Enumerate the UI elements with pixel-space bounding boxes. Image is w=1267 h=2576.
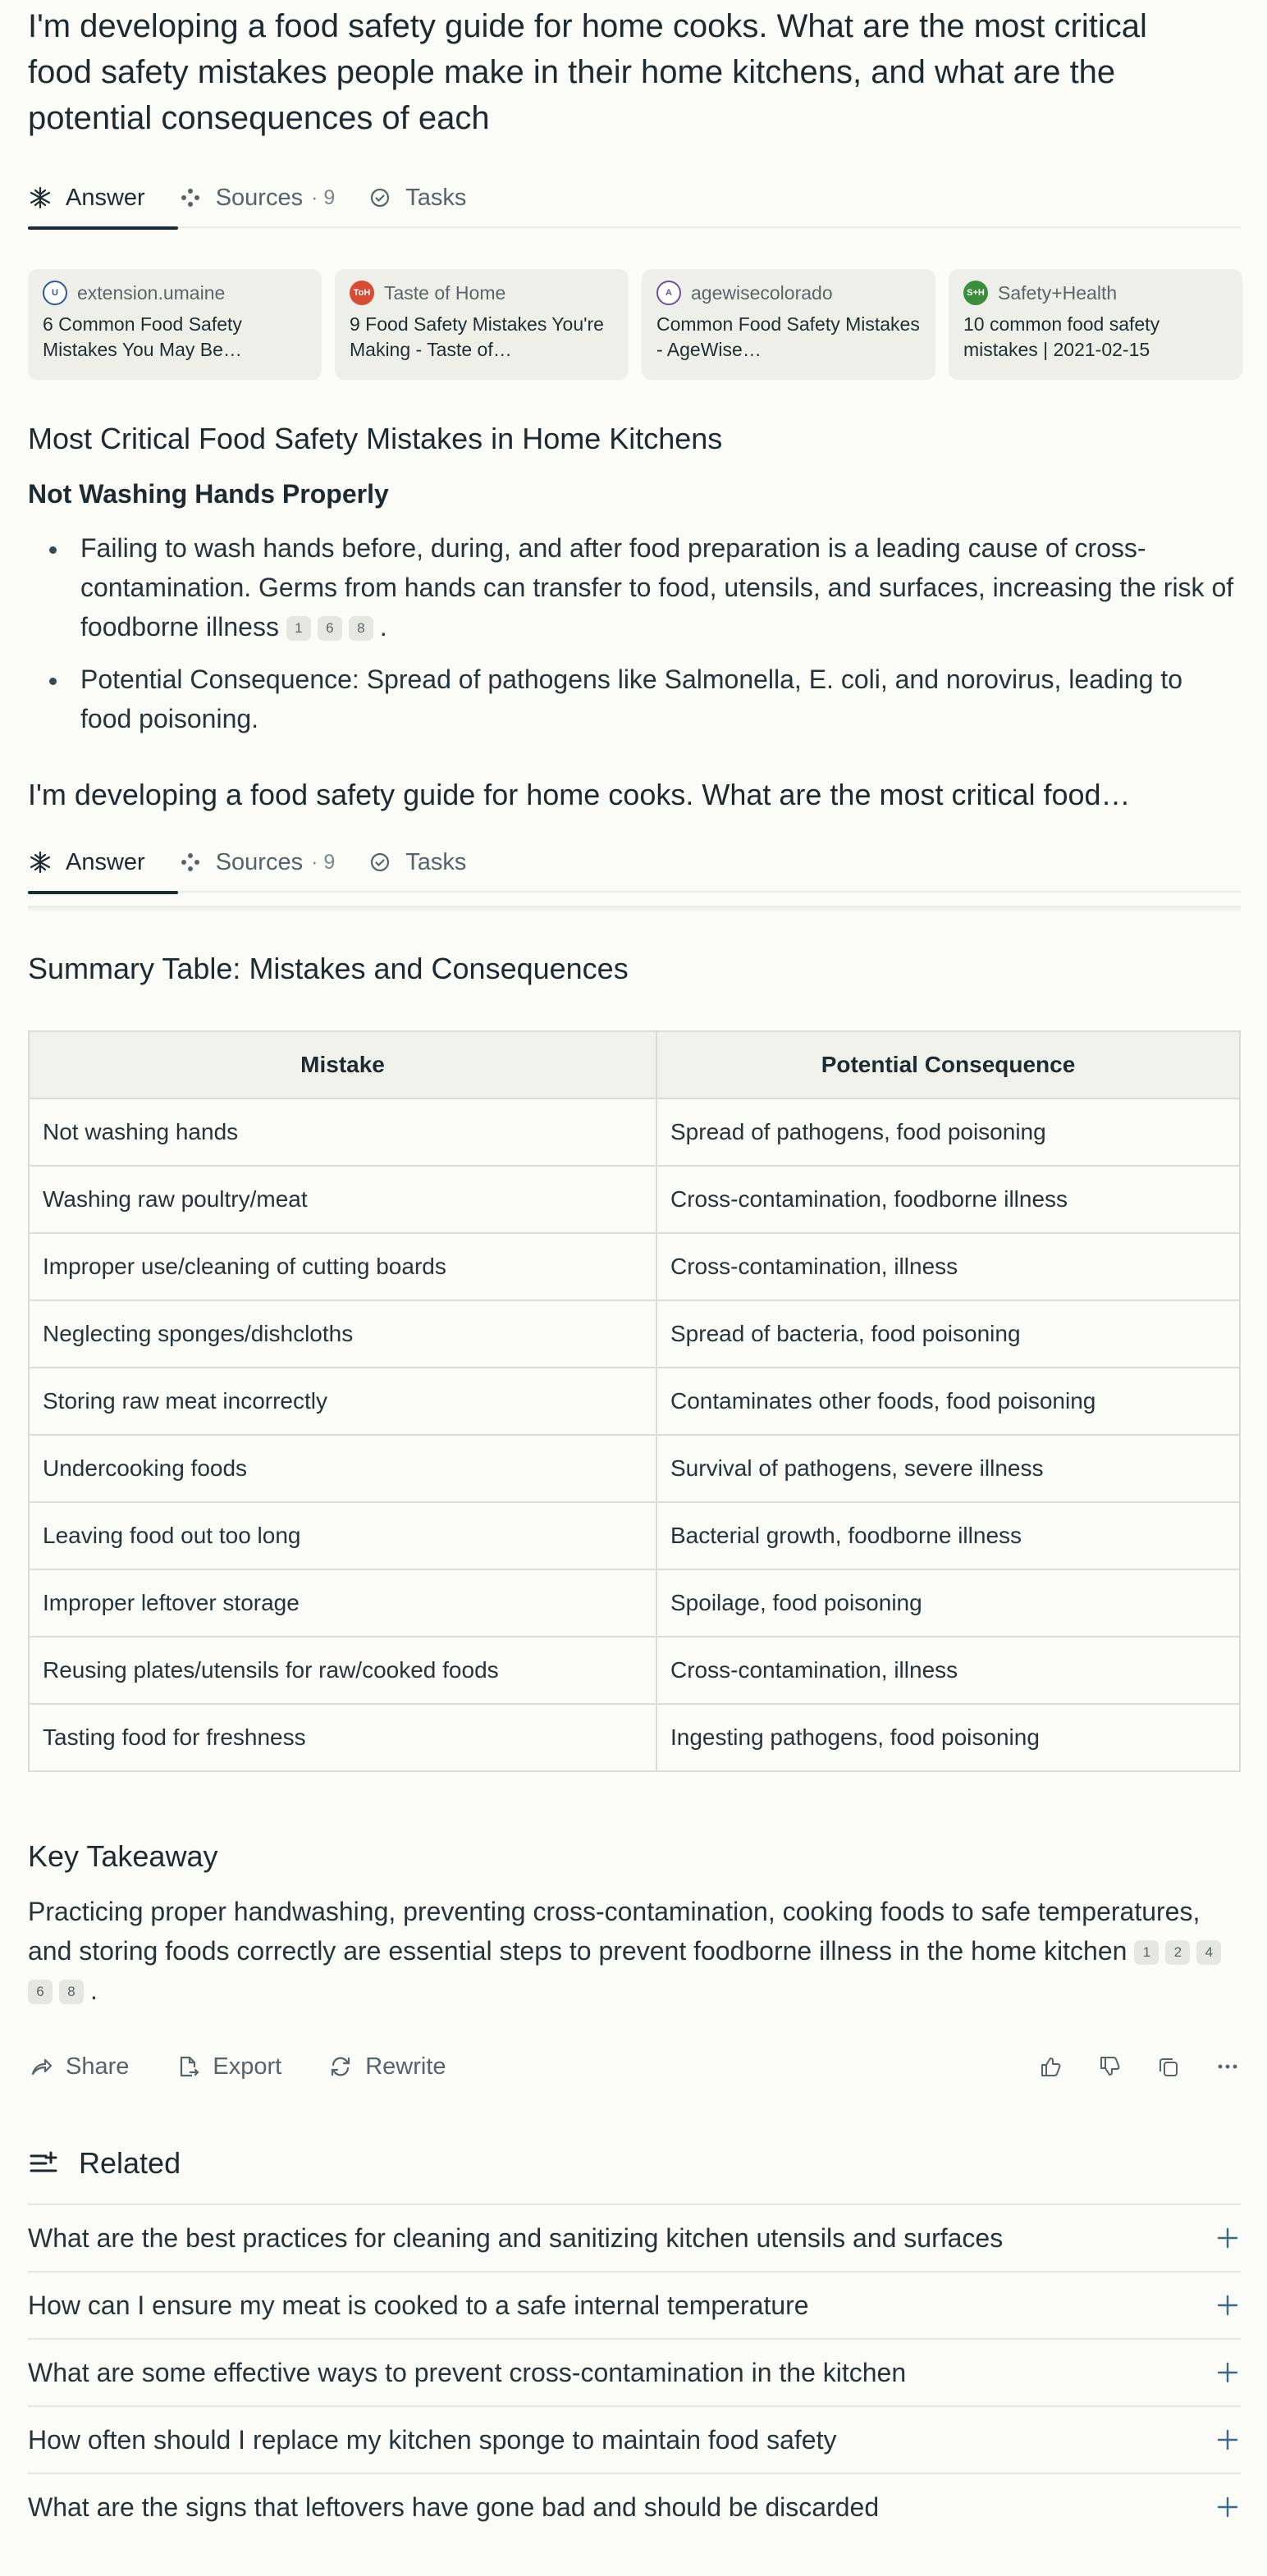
agewise-favicon-icon: A	[656, 281, 681, 305]
sources-count: · 9	[311, 185, 336, 209]
list-item	[28, 660, 1241, 738]
related-item[interactable]	[28, 2271, 1241, 2338]
summary-table	[28, 1030, 1241, 1772]
mistake-cell: Washing raw poultry/meat	[29, 1166, 656, 1233]
takeaway-heading: Key Takeaway	[28, 1839, 218, 1873]
answer-subheading: Not Washing Hands Properly	[28, 479, 389, 509]
related-list-icon	[28, 2148, 59, 2179]
citation-badge[interactable]: 1	[1134, 1940, 1159, 1965]
consequence-cell: Contaminates other foods, food poisoning	[656, 1368, 1240, 1435]
table-row	[29, 1098, 1240, 1166]
source-site: Taste of Home	[384, 281, 506, 304]
related-heading	[28, 2146, 181, 2181]
umaine-favicon-icon: U	[43, 281, 67, 305]
list-item: Failing to wash hands before, during, and after food preparation is a leading cause of cross-contamination. Germs from hands can transfer to food, utensils, and surfaces, increasing the risk of foodborne illness 1 6 8 .	[28, 528, 1241, 646]
tab-sources-label: Sources	[215, 848, 304, 875]
mistake-cell: Reusing plates/utensils for raw/cooked foods	[29, 1637, 656, 1704]
source-title: 6 Common Food Safety Mistakes You May Be…	[43, 313, 242, 360]
table-row	[29, 1502, 1240, 1569]
citation-badge[interactable]: 8	[349, 616, 373, 641]
related-item[interactable]	[28, 2473, 1241, 2540]
sources-count: · 9	[311, 850, 336, 874]
source-title: 9 Food Safety Mistakes You're Making - Taste of…	[350, 313, 604, 360]
column-header: Mistake	[29, 1031, 656, 1098]
tab-sources[interactable]	[178, 176, 368, 220]
summary-heading: Summary Table: Mistakes and Consequences	[28, 952, 629, 985]
related-item[interactable]	[28, 2405, 1241, 2473]
plus-icon[interactable]	[1214, 2359, 1241, 2386]
plus-icon[interactable]	[1214, 2427, 1241, 2453]
mistake-cell: Storing raw meat incorrectly	[29, 1368, 656, 1435]
citation-badge[interactable]: 6	[318, 616, 342, 641]
mistake-cell: Not washing hands	[29, 1098, 656, 1166]
table-header-row	[29, 1031, 1240, 1098]
answer-heading: Most Critical Food Safety Mistakes in Home Kitchens	[28, 422, 723, 455]
consequence-cell: Spoilage, food poisoning	[656, 1569, 1240, 1637]
table-row	[29, 1368, 1240, 1435]
related-item[interactable]	[28, 2204, 1241, 2271]
thumbs-down-icon[interactable]	[1096, 2053, 1123, 2080]
answer-icon	[28, 185, 53, 210]
tab-tasks[interactable]	[368, 176, 499, 220]
sources-icon	[178, 185, 203, 210]
tab-tasks-label: Tasks	[405, 848, 467, 875]
mistake-cell: Leaving food out too long	[29, 1502, 656, 1569]
takeaway-text: Practicing proper handwashing, preventing cross-contamination, cooking foods to safe temperatures, and storing foods correctly are essential steps to prevent foodborne illness in the home kitchen 1 2 46 8 .	[28, 1892, 1241, 2010]
export-label: Export	[213, 2053, 282, 2080]
share-icon	[28, 2053, 54, 2080]
tab-answer-label: Answer	[66, 848, 145, 875]
tab-tasks-label: Tasks	[405, 184, 467, 211]
mistake-cell: Improper use/cleaning of cutting boards	[29, 1233, 656, 1300]
consequence-cell: Spread of pathogens, food poisoning	[656, 1098, 1240, 1166]
bullet-text: Failing to wash hands before, during, and after food preparation is a leading cause of cross-contamination. Germs from hands can transfer to food, utensils, and surfaces, increasing the risk of foodborne illness	[80, 533, 1234, 642]
taste-of-home-favicon-icon: ToH	[350, 281, 374, 305]
source-card[interactable]	[335, 269, 629, 380]
source-title: 10 common food safety mistakes | 2021-02-15	[963, 313, 1160, 360]
share-button[interactable]	[28, 2053, 129, 2080]
column-header: Potential Consequence	[656, 1031, 1240, 1098]
table-row	[29, 1704, 1240, 1771]
source-site: extension.umaine	[77, 281, 226, 304]
citation-badge[interactable]: 4	[1196, 1940, 1221, 1965]
consequence-cell: Cross-contamination, foodborne illness	[656, 1166, 1240, 1233]
plus-icon[interactable]	[1214, 2225, 1241, 2251]
source-card[interactable]	[28, 269, 322, 380]
consequence-cell: Cross-contamination, illness	[656, 1233, 1240, 1300]
consequence-cell: Survival of pathogens, severe illness	[656, 1435, 1240, 1502]
tasks-icon	[368, 185, 392, 210]
related-question: How often should I replace my kitchen sponge to maintain food safety	[28, 2424, 837, 2455]
plus-icon[interactable]	[1214, 2494, 1241, 2520]
takeaway-body: Practicing proper handwashing, preventing cross-contamination, cooking foods to safe temperatures, and storing foods correctly are essential steps to prevent foodborne illness in the home kitchen	[28, 1897, 1201, 1966]
table-row	[29, 1300, 1240, 1368]
share-label: Share	[66, 2053, 130, 2080]
safety-health-favicon-icon: S+H	[963, 281, 988, 305]
table-row	[29, 1166, 1240, 1233]
export-icon	[175, 2053, 201, 2080]
tab-answer[interactable]	[28, 840, 178, 884]
related-question: What are the best practices for cleaning and sanitizing kitchen utensils and surfaces	[28, 2222, 1004, 2253]
mistake-cell: Tasting food for freshness	[29, 1704, 656, 1771]
table-row	[29, 1569, 1240, 1637]
answer-tabs	[28, 176, 1241, 228]
source-site: agewisecolorado	[691, 281, 833, 304]
bullet-text: Potential Consequence: Spread of pathogens like Salmonella, E. coli, and norovirus, leading to food poisoning.	[80, 665, 1183, 733]
mistake-cell: Improper leftover storage	[29, 1569, 656, 1637]
query-title: I'm developing a food safety guide for home cooks. What are the most critical food safety mistakes people make in their home kitchens, and what are the potential consequences of each	[28, 8, 1147, 136]
more-options-icon[interactable]	[1214, 2053, 1241, 2080]
plus-icon[interactable]	[1214, 2292, 1241, 2318]
related-item[interactable]	[28, 2338, 1241, 2405]
consequence-cell: Ingesting pathogens, food poisoning	[656, 1704, 1240, 1771]
related-question: How can I ensure my meat is cooked to a safe internal temperature	[28, 2290, 809, 2320]
related-question: What are the signs that leftovers have gone bad and should be discarded	[28, 2492, 880, 2522]
mistake-cell: Undercooking foods	[29, 1435, 656, 1502]
citation-badge[interactable]: 8	[59, 1980, 84, 2004]
tab-tasks[interactable]	[368, 840, 499, 884]
sticky-query-title: I'm developing a food safety guide for home cooks. What are the most critical food…	[28, 778, 1131, 811]
table-row	[29, 1637, 1240, 1704]
consequence-cell: Spread of bacteria, food poisoning	[656, 1300, 1240, 1368]
related-question: What are some effective ways to prevent cross-contamination in the kitchen	[28, 2357, 907, 2387]
sticky-divider	[28, 906, 1241, 912]
source-site: Safety+Health	[998, 281, 1118, 304]
table-row	[29, 1233, 1240, 1300]
rewrite-button[interactable]	[327, 2053, 446, 2080]
citation-badge[interactable]: 2	[1165, 1940, 1190, 1965]
source-card[interactable]	[949, 269, 1242, 380]
sticky-tabs	[28, 840, 1241, 893]
sources-icon	[178, 850, 203, 875]
thumbs-up-icon[interactable]	[1037, 2053, 1063, 2080]
tab-answer[interactable]	[28, 176, 178, 220]
answer-bullets	[28, 528, 1241, 751]
feedback-actions	[1037, 2053, 1241, 2080]
source-cards	[28, 269, 1242, 380]
citation-badge[interactable]: 6	[28, 1980, 53, 2004]
consequence-cell: Bacterial growth, foodborne illness	[656, 1502, 1240, 1569]
answer-icon	[28, 850, 53, 875]
copy-icon[interactable]	[1155, 2053, 1182, 2080]
tab-sources[interactable]	[178, 840, 368, 884]
tasks-icon	[368, 850, 392, 875]
answer-actions	[28, 2046, 1241, 2087]
tab-sources-label: Sources	[215, 184, 304, 211]
tab-answer-label: Answer	[66, 184, 145, 211]
related-title: Related	[79, 2146, 181, 2180]
consequence-cell: Cross-contamination, illness	[656, 1637, 1240, 1704]
mistake-cell: Neglecting sponges/dishcloths	[29, 1300, 656, 1368]
rewrite-icon	[327, 2053, 354, 2080]
table-row	[29, 1435, 1240, 1502]
source-title: Common Food Safety Mistakes - AgeWise…	[656, 313, 920, 360]
rewrite-label: Rewrite	[365, 2053, 446, 2080]
source-card[interactable]	[642, 269, 935, 380]
export-button[interactable]	[175, 2053, 281, 2080]
related-list	[28, 2204, 1241, 2540]
citation-badge[interactable]: 1	[286, 616, 311, 641]
